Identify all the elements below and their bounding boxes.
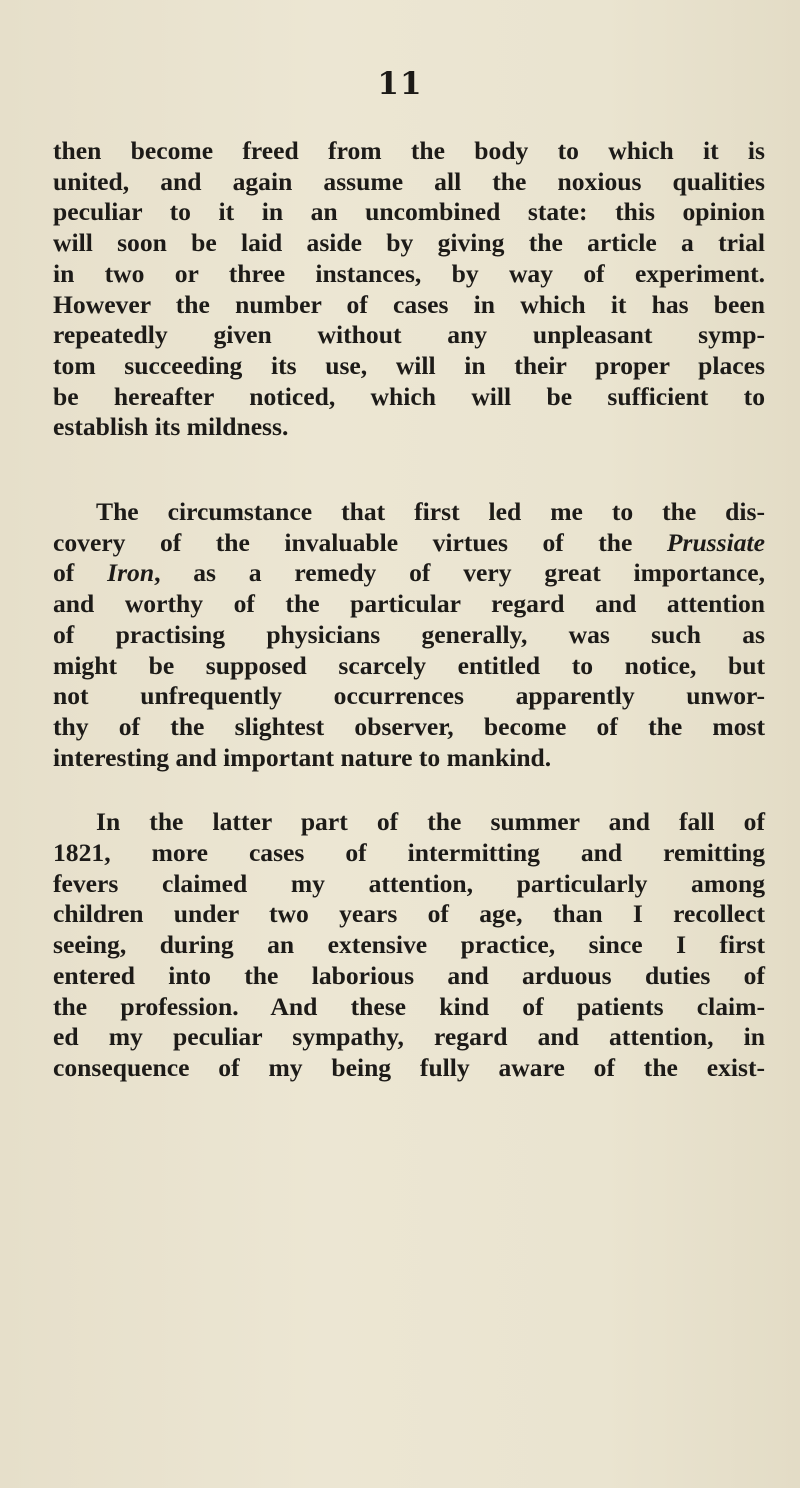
text-line: not unfrequently occurrences apparently unwor- (53, 681, 765, 711)
text-line: ed my peculiar sympathy, regard and attention, in (53, 1022, 765, 1052)
text-run: , as a remedy of very great importance, (154, 558, 765, 588)
text-line: However the number of cases in which it has been (53, 289, 765, 319)
paragraph-1 (53, 136, 765, 443)
text-line: fevers claimed my attention, particularly among (53, 868, 765, 898)
text-line: children under two years of age, than I recollect (53, 899, 765, 929)
text-line: In the latter part of the summer and fall of (96, 807, 765, 837)
text-run: covery of the invaluable virtues of the (53, 527, 667, 557)
text-line: tom succeeding its use, will in their proper places (53, 350, 765, 380)
text-line: in two or three instances, by way of experiment. (53, 258, 765, 288)
text-line: consequence of my being fully aware of the exist- (53, 1052, 765, 1082)
text-line: 1821, more cases of intermitting and remitting (53, 838, 765, 868)
paragraph-2 (53, 497, 765, 773)
text-line: entered into the laborious and arduous duties of (53, 960, 765, 990)
text-line (53, 558, 765, 589)
text-line: will soon be laid aside by giving the article a trial (53, 228, 765, 258)
italic-term: Prussiate (666, 527, 765, 557)
text-run: of (53, 558, 108, 588)
text-line: peculiar to it in an uncombined state: this opinion (53, 197, 765, 227)
paragraph-3 (53, 807, 765, 1083)
text-line: thy of the slightest observer, become of the most (53, 711, 765, 741)
text-line: the profession. And these kind of patients claim- (53, 991, 765, 1021)
text-line: establish its mildness. (53, 412, 289, 442)
text-line: of practising physicians generally, was such as (53, 619, 765, 649)
text-line: repeatedly given without any unpleasant symp- (53, 320, 765, 350)
page-number: 11 (377, 66, 423, 102)
text-line: be hereafter noticed, which will be sufficient to (53, 381, 765, 411)
text-line (53, 528, 765, 559)
text-line: united, and again assume all the noxious qualities (53, 166, 765, 196)
text-line: and worthy of the particular regard and attention (53, 589, 765, 619)
text-line: then become freed from the body to which it is (53, 136, 765, 165)
text-line: seeing, during an extensive practice, since I first (53, 930, 765, 960)
body-text (53, 136, 765, 1084)
italic-term: Iron (107, 558, 155, 588)
text-line: The circumstance that first led me to the dis- (96, 497, 765, 527)
text-line: interesting and important nature to mankind. (53, 742, 552, 772)
text-line: might be supposed scarcely entitled to notice, but (53, 650, 765, 680)
